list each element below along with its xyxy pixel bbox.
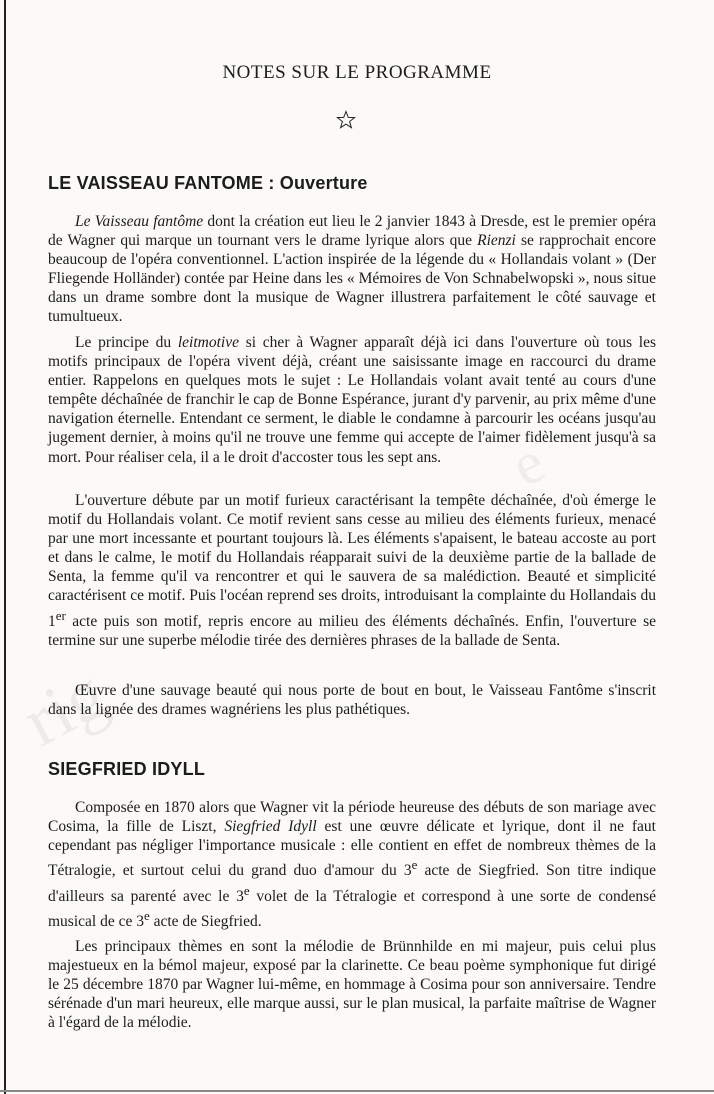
paragraph	[48, 937, 656, 1032]
text: acte de Siegfried.	[149, 912, 262, 930]
italic-term: leitmotive	[177, 334, 239, 351]
watermark: rig	[10, 653, 119, 762]
ordinal-suffix: er	[55, 607, 66, 623]
text: Œuvre d'une sauvage beauté qui nous porte de bout en bout, le Vaisseau Fantôme s'inscrit dans la lignée des drames wagnériens les plus pathétiques.	[48, 682, 656, 719]
star-outline-icon	[336, 110, 356, 130]
paragraph	[48, 798, 656, 931]
text: acte de Siegfried. Son titre indique d'ailleurs sa parenté avec le 3	[48, 862, 657, 905]
text: se rapprochait encore beaucoup de l'opéra conventionnel. L'action inspirée de la légende du « Hollandais volant » (Der Fliegende Holländer) contée par Heine dans les « Mémoires de Von Schnabelwopski », nous situe dans un drame sombre dont la musique de Wagner illustrera parfaitement le côté sauvage et tumultueux.	[48, 232, 656, 326]
ordinal-suffix: e	[143, 907, 150, 923]
text: est une œuvre délicate et lyrique, dont il ne faut cependant pas négliger l'importance musicale : elle contient en effet de nombreux thèmes de la Tétralogie, et surtout celui du grand duo d'amour du 3	[48, 818, 656, 880]
text: Le principe du	[75, 334, 178, 351]
ordinal-suffix: e	[243, 882, 250, 898]
text: si cher à Wagner apparaît déjà ici dans l'ouverture où tous les motifs principaux de l'opéra vivent déjà, créant une saisissante image en raccourci du drame entier. Rappelons en quelques mots le sujet : Le Hollandais volant avait tenté au cours d'une tempête déchaînée de franchir le cap de Bonne Espérance, jurant d'y parvenir, au prix même d'une navigation éternelle. Entendant ce serment, le diable le condamne à parcourir les océans jusqu'au jugement dernier, à moins qu'il ne trouve une femme qui accepte de l'aimer fidèlement jusqu'à sa mort. Pour réaliser cela, il a le droit d'accoster tous les sept ans.	[48, 334, 656, 466]
text: Composée en 1870 alors que Wagner vit la période heureuse des débuts de son mariage avec Cosima, la fille de Liszt,	[48, 799, 656, 836]
paragraph	[48, 491, 656, 650]
italic-title: Rienzi	[477, 232, 516, 250]
text: acte puis son motif, repris encore au milieu des éléments déchaînés. Enfin, l'ouverture se termine sur une superbe mélodie tirée des dernières phrases de la ballade de Senta.	[48, 612, 656, 649]
paragraph	[48, 333, 656, 467]
paragraph	[48, 212, 656, 327]
scan-edge-left	[4, 0, 6, 1094]
text: dont la création eut lieu le 2 janvier 1843 à Dresde, est le premier opéra de Wagner qui marque un tournant vers le drame lyrique alors que	[48, 213, 656, 250]
italic-title: Siegfried Idyll	[224, 818, 317, 836]
scan-edge-bottom	[0, 1090, 714, 1092]
page-title: NOTES SUR LE PROGRAMME	[222, 62, 492, 83]
text: volet de la Tétralogie et correspond à une sorte de condensé musical de ce 3	[48, 887, 656, 930]
italic-title: Le Vaisseau fantôme	[75, 213, 204, 230]
section-heading-siegfried: SIEGFRIED IDYLL	[48, 759, 206, 779]
ordinal-suffix: e	[411, 857, 418, 873]
watermark-right: e	[500, 428, 555, 500]
text: L'ouverture débute par un motif furieux caractérisant la tempête déchaînée, d'où émerge le motif du Hollandais volant. Ce motif revient sans cesse au milieu des éléments furieux, menacé par une mort incessante et pourtant toujours là. Les éléments s'apaisent, le bateau accoste au port et dans le calme, le motif du Hollandais réapparait suivi de la deuxième partie de la ballade de Senta, la femme qu'il va rencontrer et qui le sauvera de sa malédiction. Beauté et simplicité caractérisent ce motif. Puis l'océan reprend ses droits, introduisant la complainte du Hollandais du 1	[48, 492, 656, 630]
text: Les principaux thèmes en sont la mélodie de Brünnhilde en mi majeur, puis celui plus majestueux en la bémol majeur, exposé par la clarinette. Ce beau poème symphonique fut dirigé le 25 décembre 1870 par Wagner lui-même, en hommage à Cosima pour son anniversaire. Tendre sérénade d'un mari heureux, elle marque aussi, sur le plan musical, la parfaite maîtrise de Wagner à l'égard de la mélodie.	[48, 938, 656, 1032]
paragraph	[48, 681, 656, 719]
section-heading-vaisseau: LE VAISSEAU FANTOME : Ouverture	[48, 173, 368, 193]
